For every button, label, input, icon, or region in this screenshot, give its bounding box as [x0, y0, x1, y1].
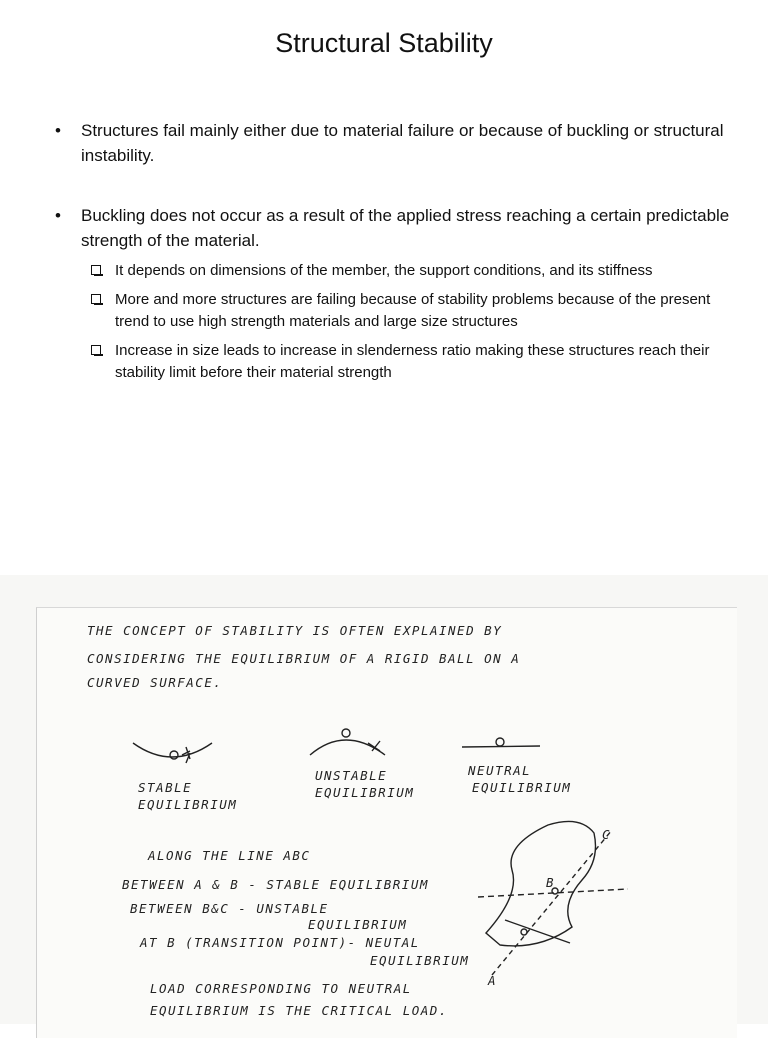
- sub-bullet-item: [91, 260, 735, 282]
- stable-curve-icon: [133, 743, 212, 757]
- sub-bullet-list: [81, 260, 735, 384]
- between-a-b: BETWEEN A & B - STABLE EQUILIBRIUM: [122, 877, 429, 892]
- point-label-c: C: [602, 827, 612, 842]
- label-unstable: UNSTABLE: [315, 768, 388, 783]
- sub-bullet-text: More and more structures are failing because of stability problems because of the present trend to use high strength materials and large size structures: [115, 291, 711, 330]
- label-stable: STABLE: [138, 780, 193, 795]
- label-neutral-equilibrium: EQUILIBRIUM: [472, 780, 572, 795]
- sub-bullet-text: Increase in size leads to increase in slenderness ratio making these structures reach their stability limit before their material strength: [115, 342, 710, 381]
- point-label-b: B: [546, 875, 556, 890]
- critical-load-line-2: EQUILIBRIUM IS THE CRITICAL LOAD.: [150, 1003, 448, 1018]
- sub-bullet-item: [91, 289, 735, 333]
- handwritten-sketch-image: [0, 575, 768, 1024]
- slide-title: Structural Stability: [275, 28, 493, 58]
- neutral-ball-icon: [496, 738, 504, 746]
- label-neutral: NEUTRAL: [468, 763, 532, 778]
- curved-surface-icon: [486, 821, 596, 945]
- bullet-text: Structures fail mainly either due to material failure or because of buckling or structural instability.: [81, 121, 724, 165]
- tangent-line-icon: [505, 920, 570, 943]
- sketch-intro-line-2: CONSIDERING THE EQUILIBRIUM OF A RIGID BALL ON A: [87, 651, 521, 666]
- between-b-c-equilibrium: EQUILIBRIUM: [308, 917, 408, 932]
- checkbox-square-icon: [91, 294, 101, 304]
- bullet-text: Buckling does not occur as a result of the applied stress reaching a certain predictable strength of the material.: [81, 206, 730, 250]
- at-b-transition: AT B (TRANSITION POINT)- NEUTAL: [140, 935, 420, 950]
- bullet-dot-icon: •: [55, 121, 61, 140]
- sketch-intro-line-3: CURVED SURFACE.: [87, 675, 223, 690]
- unstable-ball-icon: [342, 729, 350, 737]
- checkbox-square-icon: [91, 345, 101, 355]
- line-abc-icon: [492, 830, 612, 975]
- bullet-list: [55, 118, 735, 391]
- critical-load-line-1: LOAD CORRESPONDING TO NEUTRAL: [150, 981, 412, 996]
- sub-bullet-item: [91, 340, 735, 384]
- point-label-a: A: [488, 973, 498, 988]
- checkbox-square-icon: [91, 265, 101, 275]
- at-b-equilibrium: EQUILIBRIUM: [370, 953, 470, 968]
- bullet-dot-icon: •: [55, 206, 61, 225]
- bullet-item: [55, 118, 735, 168]
- stable-ball-icon: [170, 751, 178, 759]
- label-stable-equilibrium: EQUILIBRIUM: [138, 797, 238, 812]
- between-b-c: BETWEEN B&C - UNSTABLE: [130, 901, 329, 916]
- label-unstable-equilibrium: EQUILIBRIUM: [315, 785, 415, 800]
- along-line-abc: ALONG THE LINE ABC: [148, 848, 311, 863]
- bullet-item: [55, 203, 735, 384]
- sketch-intro-line-1: THE CONCEPT OF STABILITY IS OFTEN EXPLAINED BY: [87, 623, 503, 638]
- point-a-contact-icon: [521, 929, 527, 935]
- sub-bullet-text: It depends on dimensions of the member, the support conditions, and its stiffness: [115, 262, 653, 279]
